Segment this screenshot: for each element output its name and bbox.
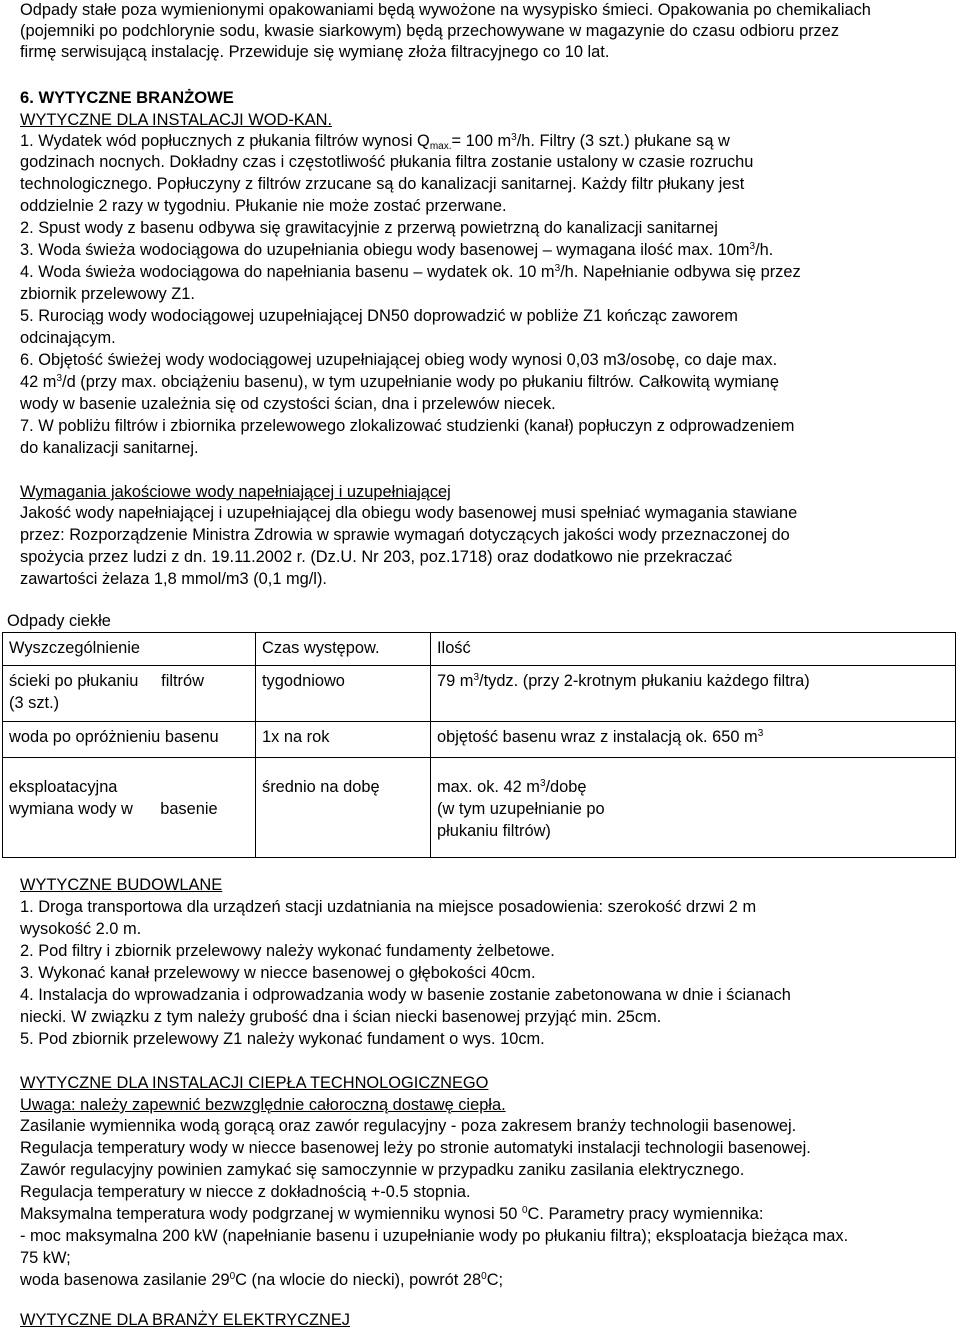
text-span: /h. (755, 241, 774, 259)
cell-line: ścieki po płukaniu filtrów (9, 672, 204, 690)
wodkan-item-5: 5. Rurociąg wody wodociągowej uzupełniającej DN50 doprowadzić w pobliże Z1 kończąc zaworem (20, 307, 738, 325)
electrical-heading: WYTYCZNE DLA BRANŻY ELEKTRYCZNEJ (20, 1311, 351, 1329)
text-span: /h. Napełnianie odbywa się przez (560, 263, 801, 281)
text-span: woda basenowa zasilanie 29 (20, 1271, 230, 1289)
heat-line: Zasilanie wymiennika wodą gorącą oraz zawór regulacyjny - poza zakresem branży technologii basenowej. (20, 1117, 797, 1135)
table-header-cell: Czas występow. (256, 633, 431, 666)
text-span: /tydz. (przy 2-krotnym płukaniu każdego filtra) (479, 672, 810, 690)
cell-line: (3 szt.) (9, 694, 60, 712)
superscript: 3 (554, 263, 561, 274)
text-span: = 100 m (451, 132, 512, 150)
text-span: C; (486, 1271, 504, 1289)
text-span: /d (przy max. obciążeniu basenu), w tym uzupełnianie wody po płukaniu filtrów. Całkowitą wymianę (62, 373, 779, 391)
table-cell (431, 666, 956, 722)
superscript: 0 (229, 1271, 236, 1282)
heat-line: 75 kW; (20, 1249, 71, 1267)
text-span: Maksymalna temperatura wody podgrzanej w wymienniku wynosi 50 (20, 1205, 522, 1223)
liquid-waste-heading: Odpady ciekłe (7, 612, 111, 630)
intro-line: (pojemniki po podchlorynie sodu, kwasie siarkowym) będą przechowywane w magazynie do czasu odbioru przez (20, 22, 840, 40)
construction-line: niecki. W związku z tym należy grubość dna i ścian niecki basenowej przyjąć min. 25cm. (20, 1008, 662, 1026)
subscript: max. (429, 141, 452, 152)
text-span: C (na wlocie do niecki), powrót 28 (235, 1271, 482, 1289)
cell-line: eksploatacyjna (9, 778, 118, 796)
table-header-row (3, 633, 956, 666)
quality-line: przez: Rozporządzenie Ministra Zdrowia w sprawie wymagań dotyczących jakości wody przeznaczonej do (20, 526, 790, 544)
wodkan-item-6: 6. Objętość świeżej wody wodociągowej uzupełniającej obieg wody wynosi 0,03 m3/osobę, co daje max. (20, 351, 778, 369)
superscript: 3 (539, 778, 546, 789)
wodkan-item-1 (20, 131, 730, 151)
text-span: max. ok. 42 m (437, 778, 540, 796)
table-row (3, 758, 956, 858)
text-span: 3. Woda świeża wodociągowa do uzupełniania obiegu wody basenowej – wymagana ilość max. 10m (20, 241, 750, 259)
cell-line: wymiana wody w basenie (9, 800, 218, 818)
wodkan-line: odcinającym. (20, 329, 116, 347)
heat-heading: WYTYCZNE DLA INSTALACJI CIEPŁA TECHNOLOGICZNEGO (20, 1074, 489, 1092)
construction-item-2: 2. Pod filtry i zbiornik przelewowy należy wykonać fundamenty żelbetowe. (20, 942, 555, 960)
table-cell (431, 722, 956, 758)
wodkan-item-4 (20, 262, 801, 282)
wodkan-line (20, 372, 779, 392)
text-span: 1. Wydatek wód popłucznych z płukania filtrów wynosi Q (20, 132, 430, 150)
heat-line: - moc maksymalna 200 kW (napełnianie basenu i uzupełnianie wody po płukaniu filtra); eksploatacja bieżąca max. (20, 1227, 849, 1245)
superscript: 3 (56, 373, 63, 384)
heat-line (20, 1270, 503, 1290)
construction-item-1: 1. Droga transportowa dla urządzeń stacji uzdatniania na miejsce posadowienia: szerokość drzwi 2 m (20, 898, 757, 916)
superscript: 3 (757, 728, 764, 739)
wodkan-line: wody w basenie uzależnia się od czystości ścian, dna i przelewów niecek. (20, 395, 556, 413)
intro-line: firmę serwisującą instalację. Przewiduje się wymianę złoża filtracyjnego co 10 lat. (20, 43, 610, 61)
text-span: objętość basenu wraz z instalacją ok. 650 m (437, 728, 758, 746)
table-cell: średnio na dobę (256, 758, 431, 858)
superscript: 0 (521, 1205, 528, 1216)
quality-line: zawartości żelaza 1,8 mmol/m3 (0,1 mg/l). (20, 570, 327, 588)
table-header-cell: Ilość (431, 633, 956, 666)
wodkan-line: godzinach nocnych. Dokładny czas i częstotliwość płukania filtra zostanie ustalony w czasie rozruchu (20, 153, 754, 171)
wodkan-line: oddzielnie 2 razy w tygodniu. Płukanie nie może zostać przerwane. (20, 197, 507, 215)
table-cell (3, 758, 256, 858)
table-cell (431, 758, 956, 858)
intro-line: Odpady stałe poza wymienionymi opakowaniami będą wywożone na wysypisko śmieci. Opakowania po chemikaliach (20, 1, 871, 19)
text-span: 42 m (20, 373, 57, 391)
heat-line (20, 1204, 763, 1224)
wodkan-line: technologicznego. Popłuczyny z filtrów zrzucane są do kanalizacji sanitarnej. Każdy filtr płukany jest (20, 175, 745, 193)
table-cell: 1x na rok (256, 722, 431, 758)
section-subheading: WYTYCZNE DLA INSTALACJI WOD-KAN. (20, 111, 333, 129)
text-span: C. Parametry pracy wymiennika: (527, 1205, 764, 1223)
table-header-cell: Wyszczególnienie (3, 633, 256, 666)
text-span: /dobę (545, 778, 587, 796)
construction-item-3: 3. Wykonać kanał przelewowy w niecce basenowej o głębokości 40cm. (20, 964, 536, 982)
text-span: 4. Woda świeża wodociągowa do napełniania basenu – wydatek ok. 10 m (20, 263, 555, 281)
wodkan-item-2: 2. Spust wody z basenu odbywa się grawitacyjnie z przerwą powietrzną do kanalizacji sanitarnej (20, 219, 718, 237)
wodkan-item-7: 7. W pobliżu filtrów i zbiornika przelewowego zlokalizować studzienki (kanał) popłuczyn z odprowadzeniem (20, 417, 795, 435)
superscript: 3 (749, 241, 756, 252)
construction-item-5: 5. Pod zbiornik przelewowy Z1 należy wykonać fundament o wys. 10cm. (20, 1030, 545, 1048)
cell-line (437, 776, 949, 798)
table-cell (3, 666, 256, 722)
wodkan-line: do kanalizacji sanitarnej. (20, 439, 199, 457)
quality-line: Jakość wody napełniającej i uzupełniającej dla obiegu wody basenowej musi spełniać wymagania stawiane (20, 504, 798, 522)
section-heading: 6. WYTYCZNE BRANŻOWE (20, 88, 234, 107)
quality-line: spożycia przez ludzi z dn. 19.11.2002 r. (Dz.U. Nr 203, poz.1718) oraz dodatkowo nie przekraczać (20, 548, 733, 566)
wodkan-item-3 (20, 240, 773, 260)
text-span: /h. Filtry (3 szt.) płukane są w (516, 132, 730, 150)
liquid-waste-table (2, 632, 956, 858)
text-span: 79 m (437, 672, 474, 690)
wodkan-line: zbiornik przelewowy Z1. (20, 285, 195, 303)
heat-line: Regulacja temperatury w niecce z dokładnością +-0.5 stopnia. (20, 1183, 471, 1201)
quality-heading: Wymagania jakościowe wody napełniającej i uzupełniającej (20, 483, 451, 501)
cell-line: (w tym uzupełnianie po (437, 800, 605, 818)
superscript: 0 (481, 1271, 487, 1282)
superscript: 3 (473, 672, 480, 683)
table-row (3, 722, 956, 758)
heat-line: Regulacja temperatury wody w niecce basenowej leży po stronie automatyki instalacji technologii basenowej. (20, 1139, 811, 1157)
construction-heading: WYTYCZNE BUDOWLANE (20, 876, 223, 894)
heat-line: Zawór regulacyjny powinien zamykać się samoczynnie w przypadku zaniku zasilania elektrycznego. (20, 1161, 745, 1179)
table-cell: tygodniowo (256, 666, 431, 722)
construction-line: wysokość 2.0 m. (20, 920, 142, 938)
table-row (3, 666, 956, 722)
superscript: 3 (511, 132, 517, 143)
cell-line: płukaniu filtrów) (437, 822, 551, 840)
table-cell: woda po opróżnieniu basenu (3, 722, 256, 758)
construction-item-4: 4. Instalacja do wprowadzania i odprowadzania wody w basenie zostanie zabetonowana w dnie i ścianach (20, 986, 791, 1004)
heat-note: Uwaga: należy zapewnić bezwzględnie całoroczną dostawę ciepła. (20, 1096, 506, 1114)
